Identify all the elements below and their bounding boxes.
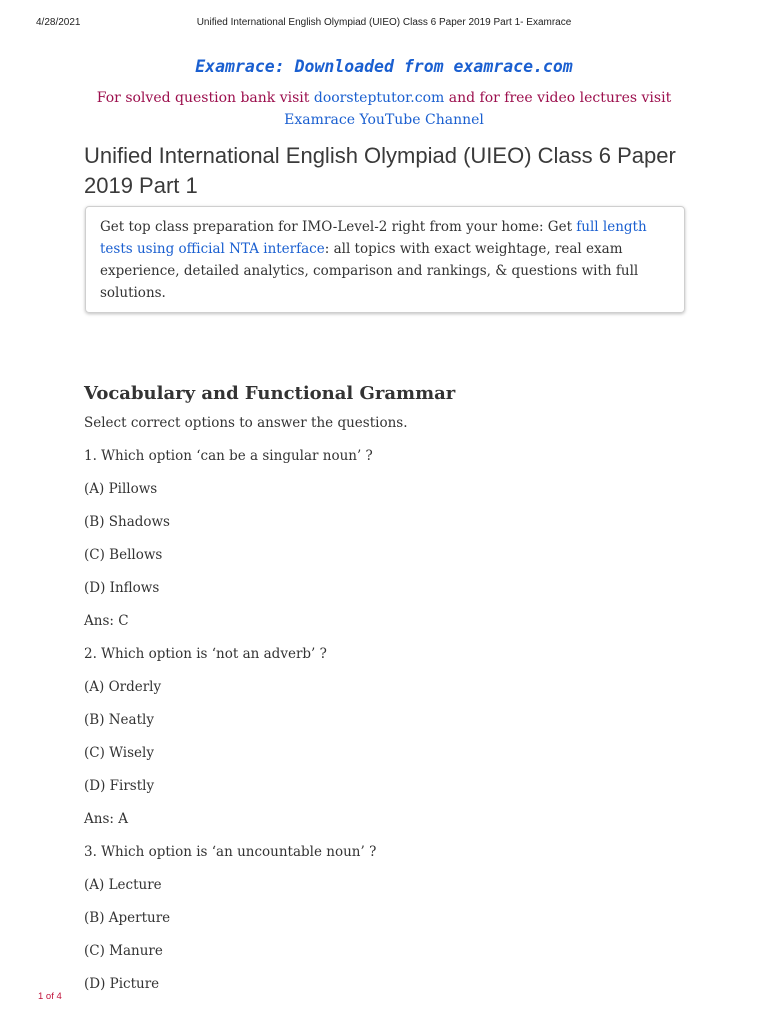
print-date: 4/28/2021 [36,17,81,28]
promo-box-prefix: Get top class preparation for IMO-Level-2 right from your home: Get [100,219,577,235]
nta-tests-link[interactable]: full length tests using official NTA interface [100,219,647,257]
page-number: 1 of 4 [38,991,62,1002]
download-banner: Examrace: Downloaded from examrace.com [195,57,573,76]
promo-box-suffix: : all topics with exact weightage, real exam experience, detailed analytics, comparison and rankings, & questions with full solutions. [100,241,639,301]
page-title: Unified International English Olympiad (UIEO) Class 6 Paper 2019 Part 1 [84,143,676,198]
print-header [0,17,768,31]
option-item: (C) Bellows [84,547,163,563]
option-item: (A) Orderly [84,679,162,695]
question-list [84,412,704,1006]
promo-box [85,206,685,313]
option-item: (B) Aperture [84,910,171,926]
option-item: (D) Picture [84,976,160,992]
option-item: (A) Lecture [84,877,162,893]
instruction-text: Select correct options to answer the questions. [84,415,408,431]
option-item: (D) Inflows [84,580,160,596]
option-item: (D) Firstly [84,778,155,794]
option-item: (B) Shadows [84,514,170,530]
answer-text: Ans: C [84,613,129,629]
option-item: (C) Wisely [84,745,154,761]
promo-prefix: For solved question bank visit [96,90,314,106]
option-item: (A) Pillows [84,481,158,497]
answer-text: Ans: A [84,811,128,827]
question-text: 1. Which option ‘can be a singular noun’ ? [84,448,373,464]
question-text: 2. Which option is ‘not an adverb’ ? [84,646,327,662]
question-text: 3. Which option is ‘an uncountable noun’ ? [84,844,377,860]
option-item: (C) Manure [84,943,163,959]
promo-text [84,87,684,131]
section-heading: Vocabulary and Functional Grammar [84,383,456,404]
promo-middle: and for free video lectures visit [444,90,672,106]
option-item: (B) Neatly [84,712,154,728]
print-title: Unified International English Olympiad (UIEO) Class 6 Paper 2019 Part 1- Examrace [196,17,572,28]
youtube-channel-link[interactable]: Examrace YouTube Channel [284,112,484,128]
doorsteptutor-link[interactable]: doorsteptutor.com [313,90,445,106]
